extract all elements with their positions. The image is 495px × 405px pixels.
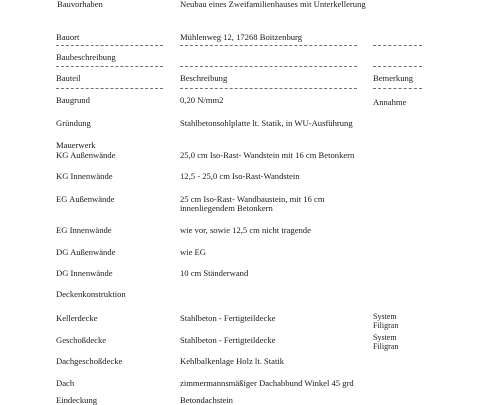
table-row-description: Stahlbeton - Fertigteildecke bbox=[180, 335, 276, 345]
table-row-label: KG Innenwände bbox=[56, 171, 113, 181]
table-row-label: Gründung bbox=[56, 118, 91, 128]
table-row-label: Baugrund bbox=[56, 95, 90, 105]
table-row-label: EG Außenwände bbox=[56, 194, 115, 204]
table-row-description: Kehlbalkenlage Holz lt. Statik bbox=[180, 356, 285, 366]
table-row-label: KG Außenwände bbox=[56, 150, 116, 160]
divider-baubeschreibung-col3 bbox=[373, 66, 422, 67]
table-row-description: wie EG bbox=[180, 247, 207, 257]
table-row-description: 12,5 - 25,0 cm Iso-Rast-Wandstein bbox=[180, 171, 300, 181]
value-bauvorhaben: Neubau eines Zweifamilienhauses mit Unterkellerung bbox=[180, 0, 366, 9]
table-row-label: EG Innenwände bbox=[56, 225, 112, 235]
table-row-description: 0,20 N/mm2 bbox=[180, 95, 224, 105]
table-row-label: DG Innenwände bbox=[56, 268, 113, 278]
divider-header-col3 bbox=[373, 88, 422, 89]
table-row-label: Mauerwerk bbox=[56, 140, 96, 150]
table-row-description: Stahlbeton - Fertigteildecke bbox=[180, 313, 276, 323]
divider-header-col2 bbox=[180, 88, 357, 89]
table-row-label: Kellerdecke bbox=[56, 313, 98, 323]
value-bauort: Mühlenweg 12, 17268 Boitzenburg bbox=[180, 32, 303, 42]
divider-baubeschreibung-col2 bbox=[180, 66, 357, 67]
table-row-description: wie vor, sowie 12,5 cm nicht tragende bbox=[180, 225, 311, 235]
table-row-label: Geschoßdecke bbox=[56, 335, 107, 345]
table-row-description: zimmermannsmäßiger Dachabbund Winkel 45 grd bbox=[180, 378, 354, 388]
table-row-description: Stahlbetonsohlplatte lt. Statik, in WU-Ausführung bbox=[180, 118, 353, 128]
column-header-bauteil: Bauteil bbox=[56, 73, 81, 83]
table-row-label: Dachgeschoßdecke bbox=[56, 356, 123, 366]
table-row-label: Eindeckung bbox=[56, 395, 98, 405]
divider-baubeschreibung-col1 bbox=[56, 66, 163, 67]
table-row-description: 25 cm Iso-Rast- Wandbaustein, mit 16 cm innenliegendem Betonkern bbox=[180, 194, 325, 214]
divider-header-col1 bbox=[56, 88, 163, 89]
table-row-label: DG Außenwände bbox=[56, 247, 116, 257]
table-row-label: Deckenkonstruktion bbox=[56, 289, 126, 299]
column-header-bemerkung: Bemerkung bbox=[373, 73, 414, 83]
table-row-label: Dach bbox=[56, 378, 75, 388]
divider-bauort-col1 bbox=[56, 45, 163, 46]
label-bauvorhaben: Bauvorhaben bbox=[57, 0, 103, 9]
table-row-description: 10 cm Ständerwand bbox=[180, 268, 249, 278]
table-row-note: System Filigran bbox=[373, 312, 399, 330]
table-row-note: System Filigran bbox=[373, 333, 399, 351]
table-row-description: Betondachstein bbox=[180, 395, 233, 405]
table-row-description: 25,0 cm Iso-Rast- Wandstein mit 16 cm Betonkern bbox=[180, 150, 355, 160]
divider-bauort-col2 bbox=[180, 45, 357, 46]
column-header-beschreibung: Beschreibung bbox=[180, 73, 228, 83]
label-bauort: Bauort bbox=[56, 32, 80, 42]
table-row-note: Annahme bbox=[373, 97, 407, 107]
divider-bauort-col3 bbox=[373, 45, 422, 46]
label-baubeschreibung: Baubeschreibung bbox=[56, 52, 116, 62]
